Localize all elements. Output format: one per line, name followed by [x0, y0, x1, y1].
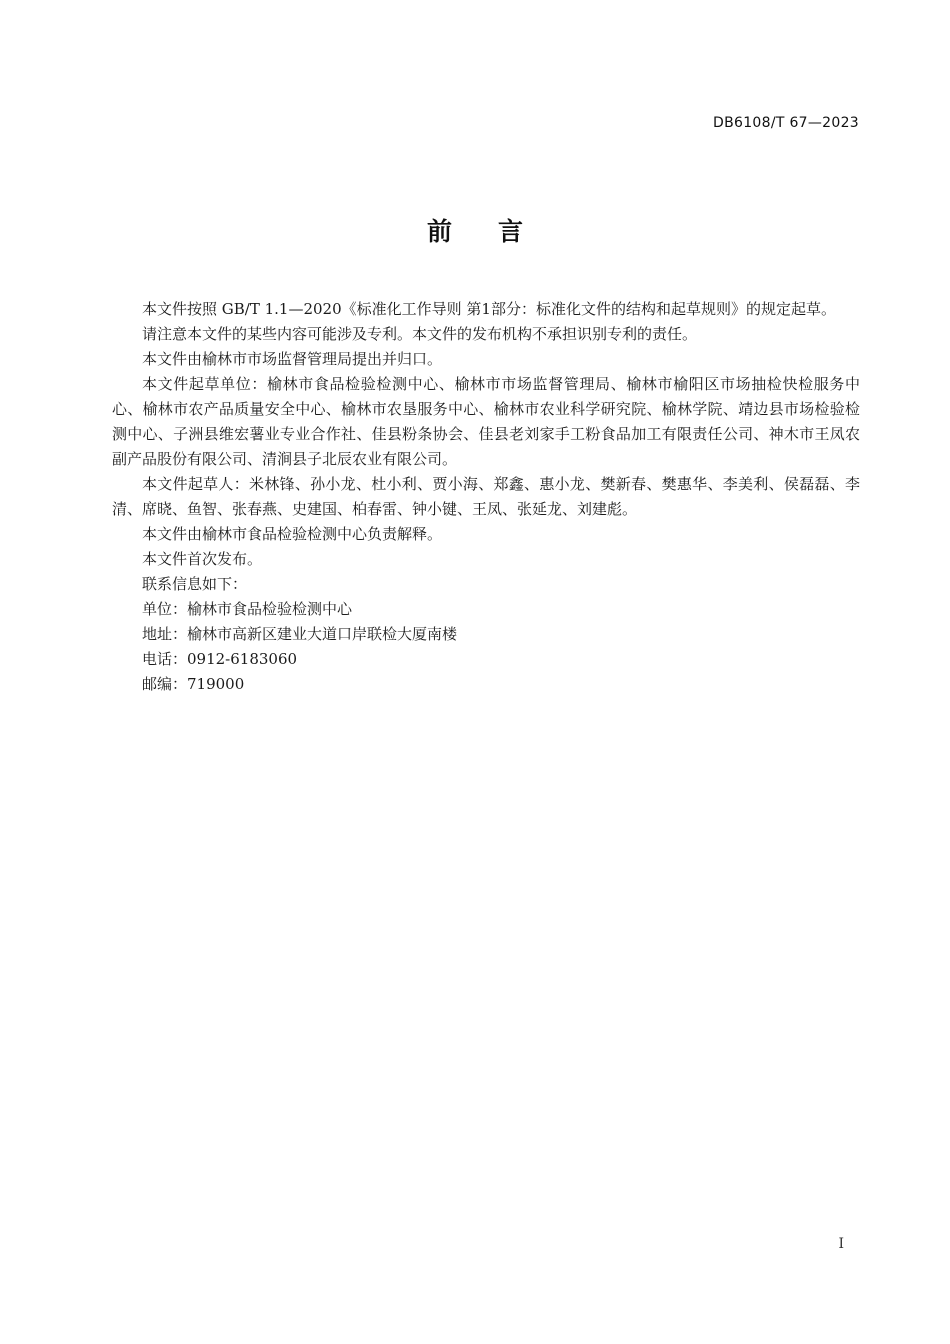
foreword-body: [112, 297, 860, 697]
document-code: DB6108/T 67—2023: [713, 115, 859, 131]
page-title: 前言: [426, 217, 569, 246]
paragraph-first-release: 本文件首次发布。: [142, 550, 263, 568]
page-number: I: [838, 1236, 844, 1252]
contact-phone: 电话：0912-6183060: [142, 650, 298, 668]
paragraph-drafting-rules: 本文件按照 GB/T 1.1—2020《标准化工作导则 第1部分：标准化文件的结构和起草规则》的规定起草。: [142, 300, 836, 318]
contact-unit: 单位：榆林市食品检验检测中心: [142, 600, 353, 618]
paragraph-proposer: 本文件由榆林市市场监督管理局提出并归口。: [142, 350, 443, 368]
paragraph-contact-heading: 联系信息如下：: [142, 575, 248, 593]
paragraph-drafters: 本文件起草人：米林锋、孙小龙、杜小利、贾小海、郑鑫、惠小龙、樊新春、樊惠华、李美利、侯磊磊、李清、席晓、鱼智、张春燕、史建国、柏春雷、钟小键、王凤、张延龙、刘建彪。: [112, 475, 860, 518]
contact-address: 地址：榆林市高新区建业大道口岸联检大厦南楼: [142, 625, 458, 643]
paragraph-drafting-units: 本文件起草单位：榆林市食品检验检测中心、榆林市市场监督管理局、榆林市榆阳区市场抽检快检服务中心、榆林市农产品质量安全中心、榆林市农垦服务中心、榆林市农业科学研究院、榆林学院、靖边县市场检验检测中心、子洲县维宏薯业专业合作社、佳县粉条协会、佳县老刘家手工粉食品加工有限责任公司、神木市王凤农副产品股份有限公司、清涧县子北辰农业有限公司。: [112, 375, 860, 468]
paragraph-patent-notice: 请注意本文件的某些内容可能涉及专利。本文件的发布机构不承担识别专利的责任。: [142, 325, 698, 343]
contact-postcode: 邮编：719000: [142, 675, 245, 693]
paragraph-interpretation: 本文件由榆林市食品检验检测中心负责解释。: [142, 525, 443, 543]
